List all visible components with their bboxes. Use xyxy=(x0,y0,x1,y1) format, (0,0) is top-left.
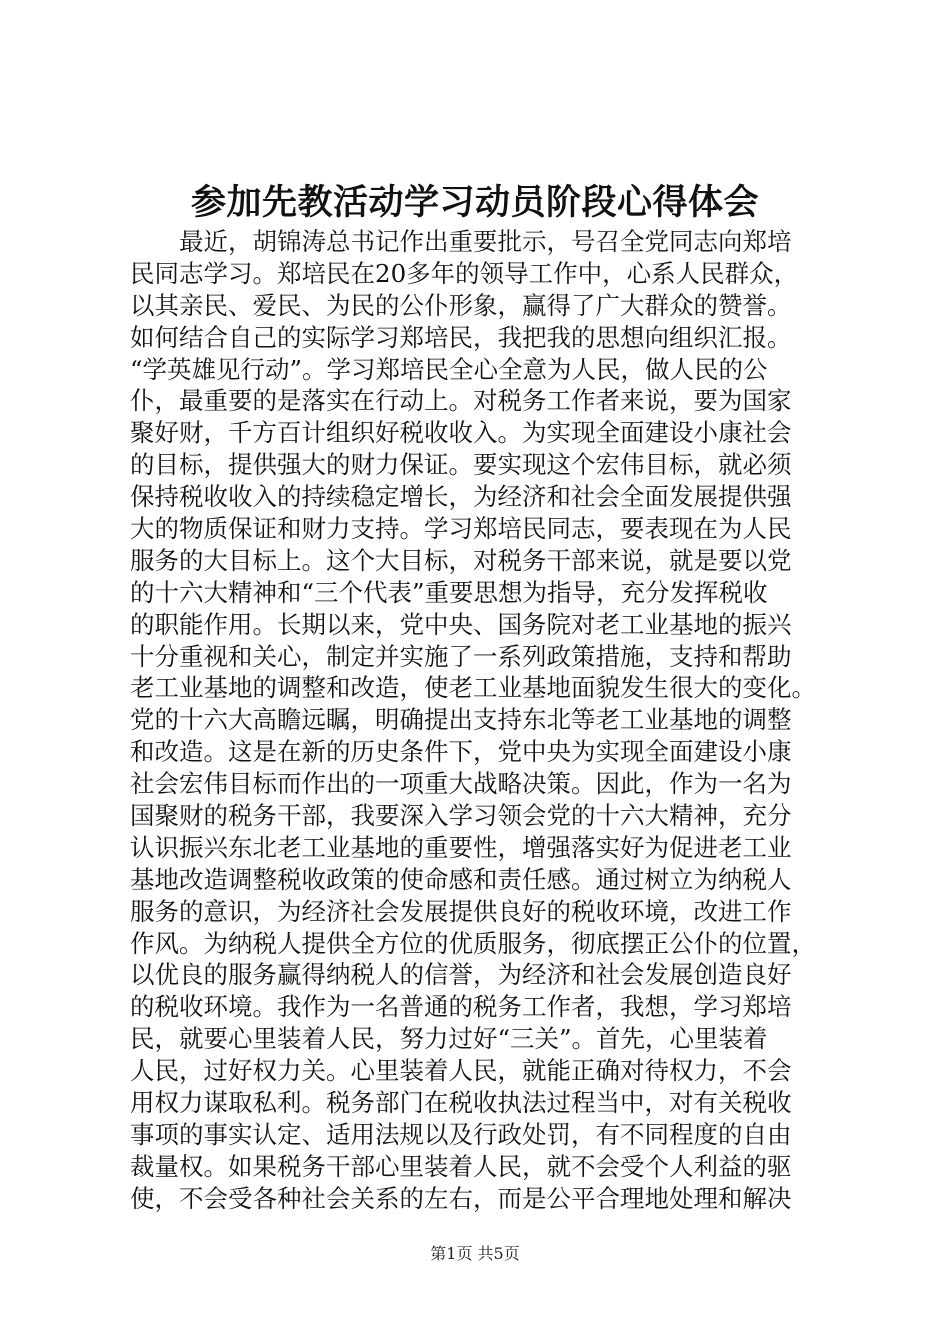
body-line: 以其亲民、爱民、为民的公仆形象，赢得了广大群众的赞誉。 xyxy=(130,290,792,320)
body-line: 的税收环境。我作为一名普通的税务工作者，我想，学习郑培 xyxy=(130,992,792,1022)
body-line: 国聚财的税务干部，我要深入学习领会党的十六大精神，充分 xyxy=(130,801,792,831)
body-line: 大的物质保证和财力支持。学习郑培民同志，要表现在为人民 xyxy=(130,514,792,544)
body-line: 保持税收收入的持续稳定增长，为经济和社会全面发展提供强 xyxy=(130,482,792,512)
body-line: 的十六大精神和“三个代表”重要思想为指导，充分发挥税收 xyxy=(130,577,768,607)
body-line: 事项的事实认定、适用法规以及行政处罚，有不同程度的自由 xyxy=(130,1119,792,1149)
body-line: 作风。为纳税人提供全方位的优质服务，彻底摆正公仆的位置， xyxy=(130,928,816,958)
body-line: 民，就要心里装着人民，努力过好“三关”。首先，心里装着 xyxy=(130,1024,768,1054)
body-line: “学英雄见行动”。学习郑培民全心全意为人民，做人民的公 xyxy=(130,354,768,384)
body-line: 的目标，提供强大的财力保证。要实现这个宏伟目标，就必须 xyxy=(130,450,792,480)
body-line: 以优良的服务赢得纳税人的信誉，为经济和社会发展创造良好 xyxy=(130,960,792,990)
body-line: 使，不会受各种社会关系的左右，而是公平合理地处理和解决 xyxy=(130,1183,792,1213)
body-line: 服务的意识，为经济社会发展提供良好的税收环境，改进工作 xyxy=(130,896,792,926)
page-footer: 第1页 共5页 xyxy=(430,1244,520,1263)
body-line: 服务的大目标上。这个大目标，对税务干部来说，就是要以党 xyxy=(130,545,792,575)
body-line: 认识振兴东北老工业基地的重要性，增强落实好为促进老工业 xyxy=(130,832,792,862)
body-line: 聚好财，千方百计组织好税收收入。为实现全面建设小康社会 xyxy=(130,418,792,448)
document-body xyxy=(130,226,850,1215)
body-line: 党的十六大高瞻远瞩，明确提出支持东北等老工业基地的调整 xyxy=(130,705,792,735)
body-line: 人民，过好权力关。心里装着人民，就能正确对待权力，不会 xyxy=(130,1056,792,1086)
body-line: 裁量权。如果税务干部心里装着人民，就不会受个人利益的驱 xyxy=(130,1151,792,1181)
body-line: 仆，最重要的是落实在行动上。对税务工作者来说，要为国家 xyxy=(130,386,792,416)
body-line: 民同志学习。郑培民在20多年的领导工作中，心系人民群众， xyxy=(130,258,799,288)
body-line: 老工业基地的调整和改造，使老工业基地面貌发生很大的变化。 xyxy=(130,673,816,703)
body-line: 基地改造调整税收政策的使命感和责任感。通过树立为纳税人 xyxy=(130,864,792,894)
body-line: 用权力谋取私利。税务部门在税收执法过程当中，对有关税收 xyxy=(130,1088,792,1118)
body-line: 如何结合自己的实际学习郑培民，我把我的思想向组织汇报。 xyxy=(130,322,792,352)
body-line: 社会宏伟目标而作出的一项重大战略决策。因此，作为一名为 xyxy=(130,769,792,799)
body-line: 最近，胡锦涛总书记作出重要批示，号召全党同志向郑培 xyxy=(179,227,792,256)
body-line: 和改造。这是在新的历史条件下，党中央为实现全面建设小康 xyxy=(130,737,792,767)
document-title: 参加先教活动学习动员阶段心得体会 xyxy=(190,183,759,223)
body-line: 的职能作用。长期以来，党中央、国务院对老工业基地的振兴 xyxy=(130,609,792,639)
body-line: 十分重视和关心，制定并实施了一系列政策措施，支持和帮助 xyxy=(130,641,792,671)
